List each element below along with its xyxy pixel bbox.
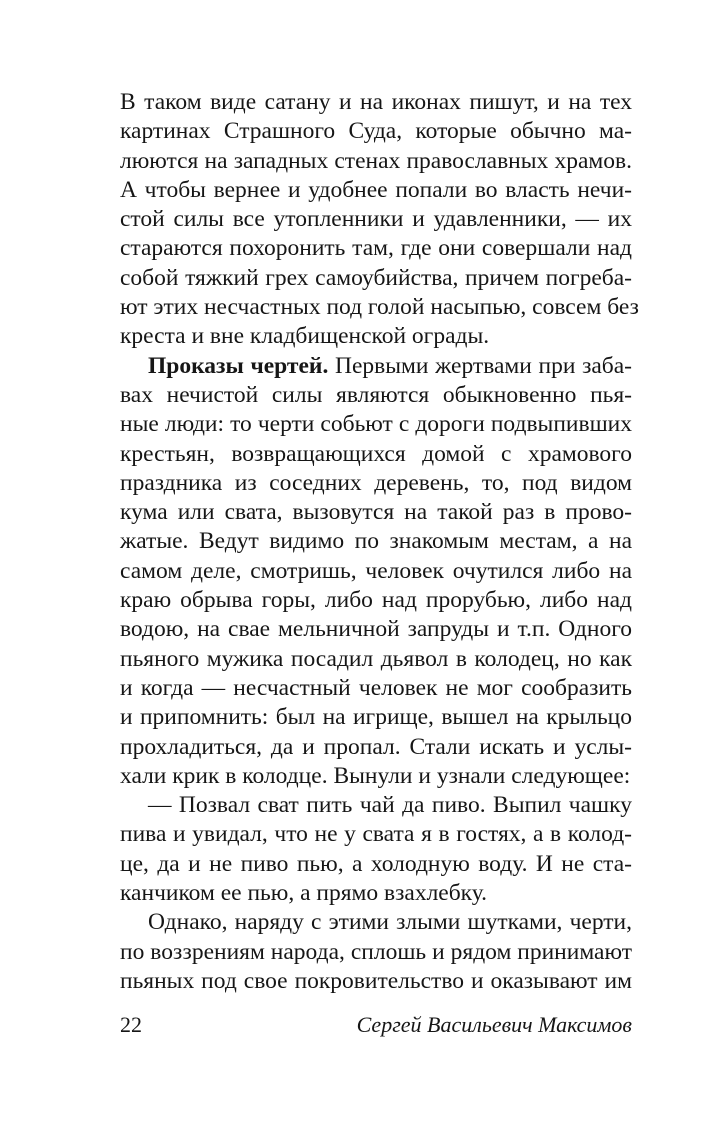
text-line: В таком виде сатану и на иконах пишут, и на тех xyxy=(120,89,632,115)
text-line xyxy=(120,352,632,381)
text-line: краю обрыва горы, либо над прорубью, либо над xyxy=(120,587,632,614)
text-line: креста и вне кладбищенской ограды. xyxy=(120,323,490,350)
text-line: ные люди: то черти собьют с дороги подвыпивших xyxy=(120,411,632,438)
text-line: Однако, наряду с этими злыми шутками, черти, xyxy=(148,909,632,936)
paragraph xyxy=(120,791,632,908)
text-line: по воззрениям народа, сплошь и рядом принимают xyxy=(120,938,632,965)
text-line: картинах Страшного Суда, которые обычно ма- xyxy=(120,118,632,145)
paragraph xyxy=(120,352,632,791)
text-line: хали крик в колодце. Вынули и узнали следующее: xyxy=(120,762,631,789)
text-line: це, да и не пиво пью, а холодную воду. И не ста- xyxy=(120,850,632,877)
text-line: и когда — несчастный человек не мог сообразить xyxy=(120,674,632,701)
text-line: пьяного мужика посадил дьявол в колодец, но как xyxy=(120,645,632,672)
paragraph xyxy=(120,88,639,352)
page-footer xyxy=(120,1010,632,1040)
text-line: пива и увидал, что не у свата я в гостях, а в колод- xyxy=(120,821,632,848)
text-line: вах нечистой силы являются обыкновенно пья- xyxy=(120,381,632,408)
text-line: крестьян, возвращающихся домой с храмового xyxy=(120,440,632,467)
paragraph xyxy=(120,908,632,996)
page-body xyxy=(120,88,639,996)
text-line: — Позвал сват пить чай да пиво. Выпил чашку xyxy=(148,792,632,819)
text-line: кума или свата, вызовутся на такой раз в прово- xyxy=(120,499,632,526)
text-line: праздника из соседних деревень, то, под видом xyxy=(120,469,632,496)
text-line: и припомнить: был на игрище, вышел на крыльцо xyxy=(120,704,632,731)
text-line: прохладиться, да и пропал. Стали искать и услы- xyxy=(120,733,632,760)
page-number: 22 xyxy=(120,1012,142,1037)
section-lead: Проказы чертей. xyxy=(148,352,329,379)
text-line: люются на западных стенах православных храмов. xyxy=(120,147,632,174)
text-line: канчиком ее пью, а прямо взахлебку. xyxy=(120,880,488,907)
text-line: жатые. Ведут видимо по знакомым местам, а на xyxy=(120,528,632,555)
text-line: водою, на свае мельничной запруды и т.п. Одного xyxy=(120,616,632,643)
author-running-head: Сергей Васильевич Максимов xyxy=(356,1012,632,1037)
text-line: самом деле, смотришь, человек очутился либо на xyxy=(120,557,632,584)
text-line: стараются похоронить там, где они совершали над xyxy=(120,235,632,262)
text-line: стой силы все утопленники и удавленники, — их xyxy=(120,206,632,233)
text-line: ют этих несчастных под голой насыпью, совсем без xyxy=(120,294,639,321)
text-line: собой тяжкий грех самоубийства, причем погреба- xyxy=(120,264,632,291)
text-line-rest: Первыми жертвами при заба- xyxy=(328,352,632,379)
text-line: А чтобы вернее и удобнее попали во власть нечи- xyxy=(120,176,632,203)
text-line: пьяных под свое покровительство и оказывают им xyxy=(120,967,632,994)
